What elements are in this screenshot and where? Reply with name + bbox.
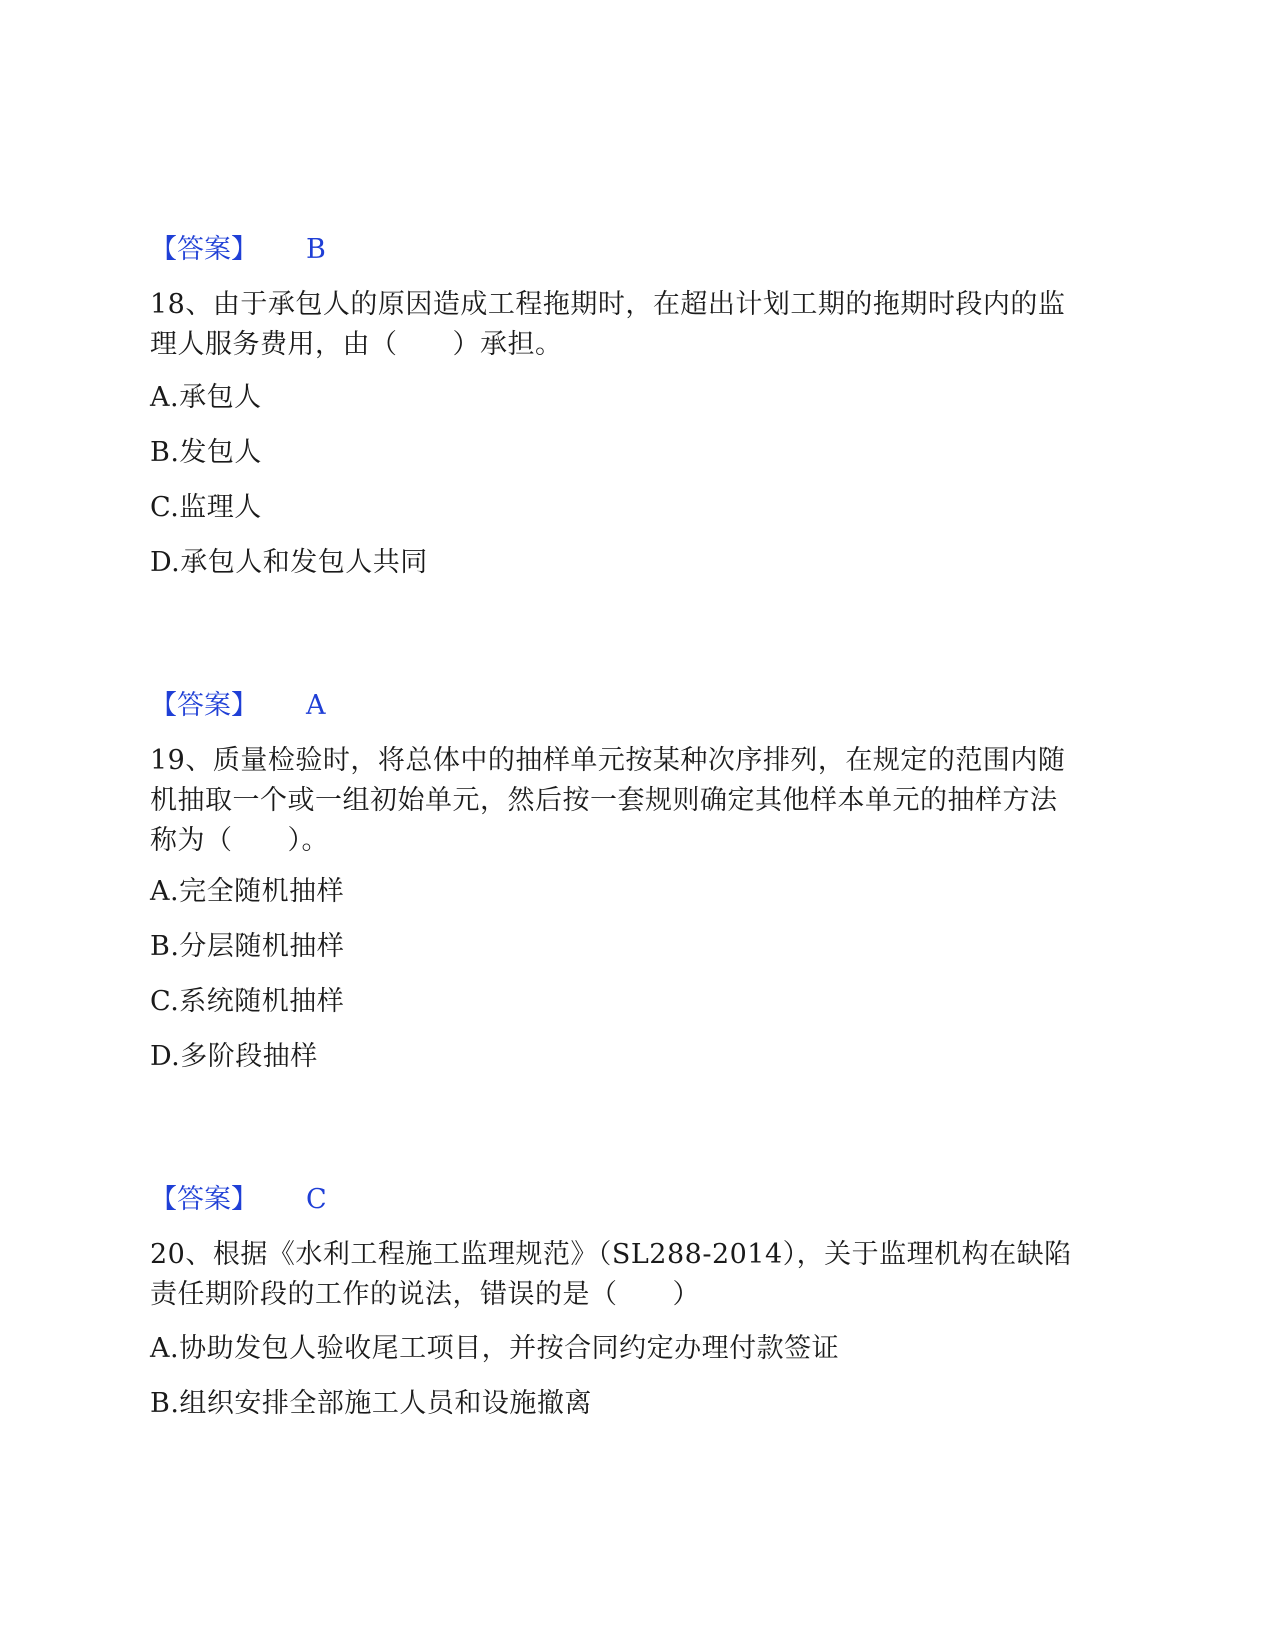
option-text: A.承包人	[150, 382, 262, 413]
answer-label: 【答案】	[150, 1184, 258, 1215]
option-text: C.系统随机抽样	[150, 986, 345, 1017]
answer-value: C	[306, 1184, 327, 1215]
question-block	[150, 285, 1110, 365]
question-stem-line: 19、质量检验时，将总体中的抽样单元按某种次序排列，在规定的范围内随	[150, 745, 1066, 776]
option-text: A.完全随机抽样	[150, 876, 345, 907]
option-item	[150, 433, 1110, 473]
option-item	[150, 488, 1110, 528]
option-item	[150, 1329, 1110, 1369]
option-text: B.发包人	[150, 437, 262, 468]
option-text: C.监理人	[150, 492, 262, 523]
answer-line	[150, 230, 1110, 270]
option-item	[150, 927, 1110, 967]
option-item	[150, 543, 1110, 583]
question-stem-line: 18、由于承包人的原因造成工程拖期时，在超出计划工期的拖期时段内的监	[150, 289, 1066, 320]
option-item	[150, 982, 1110, 1022]
question-stem-line: 理人服务费用，由（ ）承担。	[150, 329, 563, 360]
option-text: B.组织安排全部施工人员和设施撤离	[150, 1388, 592, 1419]
option-item	[150, 872, 1110, 912]
answer-value: B	[306, 234, 326, 265]
question-stem-line: 20、根据《水利工程施工监理规范》（SL288-2014），关于监理机构在缺陷	[150, 1239, 1072, 1270]
question-stem-line: 称为（ ）。	[150, 825, 329, 856]
question-stem-line: 机抽取一个或一组初始单元，然后按一套规则确定其他样本单元的抽样方法	[150, 785, 1058, 816]
answer-value: A	[306, 690, 326, 721]
answer-block	[150, 1180, 1110, 1220]
question-block	[150, 1235, 1110, 1315]
answer-block	[150, 686, 1110, 726]
answer-label: 【答案】	[150, 234, 258, 265]
option-text: B.分层随机抽样	[150, 931, 345, 962]
option-text: D.多阶段抽样	[150, 1041, 318, 1072]
answer-block	[150, 230, 1110, 270]
question-block	[150, 741, 1110, 861]
option-text: D.承包人和发包人共同	[150, 547, 428, 578]
option-item	[150, 378, 1110, 418]
answer-line	[150, 1180, 1110, 1220]
answer-label: 【答案】	[150, 690, 258, 721]
answer-line	[150, 686, 1110, 726]
question-stem-line: 责任期阶段的工作的说法，错误的是（ ）	[150, 1279, 700, 1310]
option-item	[150, 1037, 1110, 1077]
option-text: A.协助发包人验收尾工项目，并按合同约定办理付款签证	[150, 1333, 840, 1364]
option-item	[150, 1384, 1110, 1424]
